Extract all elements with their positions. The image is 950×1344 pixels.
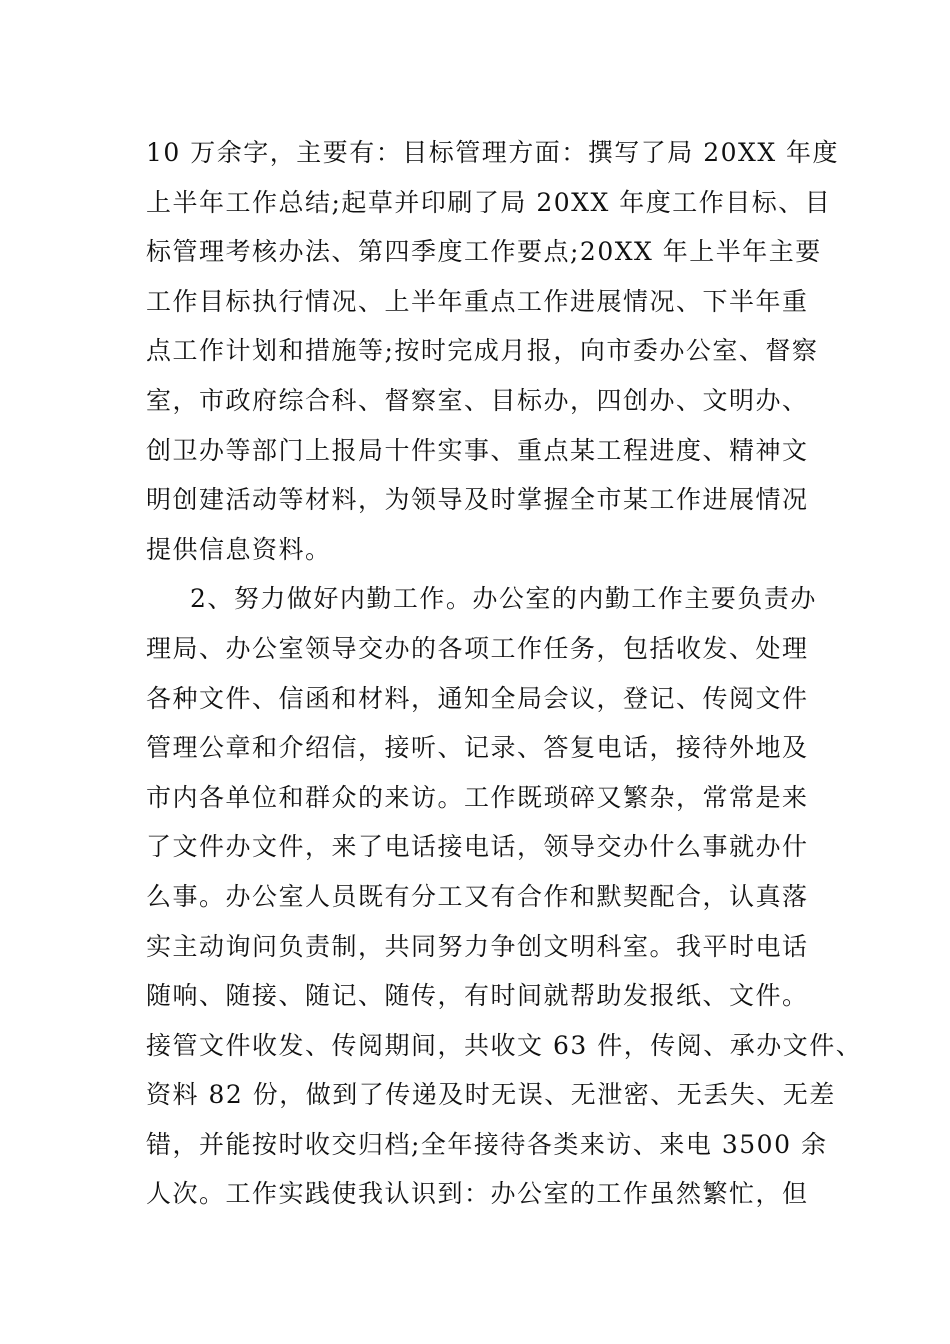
text-line: 工作目标执行情况、上半年重点工作进展情况、下半年重: [146, 286, 809, 316]
text-line: 各种文件、信函和材料，通知全局会议，登记、传阅文件: [146, 683, 809, 713]
text-line: 2、努力做好内勤工作。办公室的内勤工作主要负责办: [190, 584, 817, 614]
text-line: 提供信息资料。: [146, 534, 332, 564]
text-line: 实主动询问负责制，共同努力争创文明科室。我平时电话: [146, 931, 809, 961]
body-text: [146, 128, 863, 1219]
text-line: 室，市政府综合科、督察室、目标办，四创办、文明办、: [146, 385, 809, 415]
text-line: 明创建活动等材料，为领导及时掌握全市某工作进展情况: [146, 485, 809, 515]
paragraph-2: [146, 574, 863, 1219]
text-line: 标管理考核办法、第四季度工作要点;20XX 年上半年主要: [146, 237, 822, 267]
text-line: 10 万余字，主要有：目标管理方面：撰写了局 20XX 年度: [146, 138, 840, 167]
text-line: 错，并能按时收交归档;全年接待各类来访、来电 3500 余: [146, 1129, 828, 1159]
text-line: 么事。办公室人员既有分工又有合作和默契配合，认真落: [146, 881, 809, 911]
text-line: 市内各单位和群众的来访。工作既琐碎又繁杂，常常是来: [146, 782, 809, 812]
text-line: 上半年工作总结;起草并印刷了局 20XX 年度工作目标、目: [146, 187, 832, 217]
text-line: 创卫办等部门上报局十件实事、重点某工程进度、精神文: [146, 435, 809, 465]
text-line: 理局、办公室领导交办的各项工作任务，包括收发、处理: [146, 633, 809, 663]
text-line: 接管文件收发、传阅期间，共收文 63 件，传阅、承办文件、: [146, 1030, 863, 1060]
text-line: 随响、随接、随记、随传，有时间就帮助发报纸、文件。: [146, 981, 809, 1011]
text-line: 了文件办文件，来了电话接电话，领导交办什么事就办什: [146, 832, 809, 862]
text-line: 人次。工作实践使我认识到：办公室的工作虽然繁忙，但: [146, 1179, 809, 1209]
text-line: 管理公章和介绍信，接听、记录、答复电话，接待外地及: [146, 733, 809, 763]
text-line: 点工作计划和措施等;按时完成月报，向市委办公室、督察: [146, 336, 819, 366]
text-line: 资料 82 份，做到了传递及时无误、无泄密、无丢失、无差: [146, 1080, 836, 1110]
paragraph-1: [146, 128, 846, 574]
